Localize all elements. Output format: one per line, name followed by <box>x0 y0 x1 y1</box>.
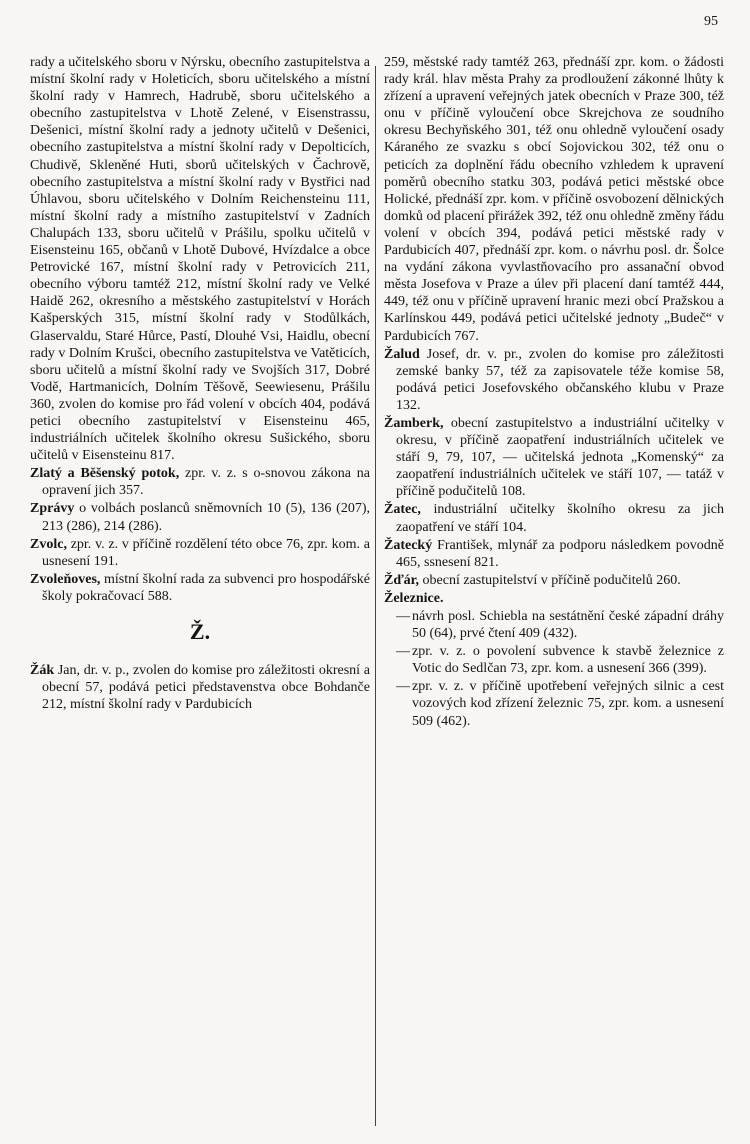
index-entry <box>384 572 724 589</box>
entry-heading: Zvolc, <box>30 536 67 552</box>
entry-heading: Zprávy <box>30 501 75 517</box>
right-column <box>384 54 724 731</box>
index-entry <box>30 536 370 570</box>
entry-heading: Žatec, <box>384 502 421 518</box>
index-entry <box>384 537 724 571</box>
entry-text: obecní zastupitelstvo a industriální učitelky v okresu, v příčině zaopatření industriálních učitelek ve stáří 9, 79, 107, — učitelská jednota „Komenský“ za zaopatření industriálních učitelek ve stáří 107, — tatáž v příčině podučitelů 108. <box>396 415 724 500</box>
entry-text: zpr. v. z. s o-snovou zákona na opravení jich 357. <box>42 466 370 499</box>
entry-text: industriální učitelky školního okresu za jich zaopatření ve stáří 104. <box>396 502 724 535</box>
sub-entry-text: zpr. v. z. o povolení subvence k stavbě železnice z Votic do Sedlčan 73, zpr. kom. a usnesení 366 (399). <box>412 644 724 677</box>
sub-entry-dash: — <box>396 644 410 660</box>
index-entry <box>384 346 724 414</box>
entry-heading: Žďár, <box>384 572 420 588</box>
entry-heading: Žamberk, <box>384 415 444 431</box>
entry-text: František, mlynář za podporu následkem povodně 465, ssnesení 821. <box>396 537 724 570</box>
entry-heading: Žatecký <box>384 537 433 553</box>
sub-entry <box>384 608 724 642</box>
entry-heading: Žalud <box>384 346 420 362</box>
sub-entry-dash: — <box>396 679 410 695</box>
left-column <box>30 54 370 714</box>
entry-text: obecní zastupitelství v příčině podučitelů 260. <box>419 572 681 588</box>
entry-heading: Zlatý a Běšenský potok, <box>30 466 180 482</box>
entry-continuation-right: 259, městské rady tamtéž 263, přednáší zpr. kom. o žádosti rady král. hlav města Prahy za prodloužení zákonné lhůty k zřízení a upravení veřejných jatek obecních v Praze 300, též onu v příčině vyloučení obce Skrejchova ze soudního okresu Bechyňského 301, též onu ohledně vyloučení osady Káraného ze svazku s obcí Sojovickou 302, též onu o peticích za doplnění řádu obecního vzhledem k upravení poměrů obecního statku 303, podává petici městské obce Holické, přednáší zpr. kom. v příčině osvobození dělnických domků od placení přirážek 392, též onu ohledně změny řádu volení v obcích 394, podává petici městské rady v Pardubicích 407, přednáší zpr. kom. o návrhu posl. dr. Šolce na vydání zákona vyvlastňovacího pro assanační obvod města Josefova v Praze a úlev při placení daní tamtéž 444, 449, též onu v příčině upravení hranic mezi obcí Pražskou a Karlínskou 449, podává petici učitelské jednoty „Budeč“ v Pardubicích 767. <box>384 55 724 344</box>
sub-entry <box>384 643 724 677</box>
index-entry <box>30 662 370 713</box>
index-entry <box>30 500 370 534</box>
index-entry <box>384 501 724 535</box>
entry-text: místní školní rada za subvenci pro hospodářské školy pokračovací 588. <box>42 571 370 604</box>
entry-continuation-left: rady a učitelského sboru v Nýrsku, obecního zastupitelstva a místní školní rady v Holeticích, sboru učitelského a místní školní rady v Hamrech, Hadrubě, sboru učitelského a obecního zastupitelstva v Lhotě Zelené, v Eisenstrassu, Dešenici, místní školní rady a jednoty učitelů v Dešenici, obecního zastupitelstva a místní školní rady v Depolticích, Chudivě, Skleněné Huti, sborů učitelských v Čachrově, obecního zastupitelstva a místní školní rady v Bystřici nad Úhlavou, sboru učitelského v Dolním Reichensteinu 111, místní školní rady a místního zastupitelství v Zadních Chalupách 133, sboru učitelů v Prášilu, spolku učitelů v Eisensteinu 165, občanů v Lhotě Dubové, Hvízdalce a obce Petrovické 167, místní školní rady v Petrovicích 211, obecního výboru tamtéž 212, místní školní rady ve Velké Haidě 262, okresního a městského zastupitelství v Horách Kašperských 315, místní školní rady v Stodůlkách, Glaservaldu, Staré Hůrce, Pastí, Dlouhé Vsi, Haidlu, obecní rady v Dolním Krušci, obecního zastupitelstva ve Vatěticích, sboru učitelů a místní školní rady ve Svojších 317, Dobré Vodě, Hartmanicích, Dolním Těšově, Seewiesenu, Prášilu 360, zvolen do komise pro řád volení v obcích 404, podává petici obecního zastupitelství v Eisensteinu 465, industriálních učitelek školního okresu Sušického, sboru učitelů v Eisensteinu 817. <box>30 55 370 464</box>
index-entry <box>384 590 724 607</box>
entry-heading: Zvoleňoves, <box>30 571 101 587</box>
sub-entry-text: zpr. v. z. v příčině upotřebení veřejných silnic a cest vozových kod zřízení železnic 75, zpr. kom. a usnesení 509 (462). <box>412 679 724 729</box>
sub-entry <box>384 678 724 729</box>
page-number: 95 <box>704 14 718 29</box>
section-letter-heading: Ž. <box>189 619 211 644</box>
entry-text: zpr. v. z. v příčině rozdělení této obce 76, zpr. kom. a usnesení 191. <box>42 536 370 569</box>
entry-heading: Železnice. <box>384 590 444 606</box>
entry-heading: Žák <box>30 663 55 679</box>
entry-text: o volbách poslanců sněmovních 10 (5), 136 (207), 213 (286), 214 (286). <box>42 501 370 534</box>
index-entry <box>30 571 370 605</box>
index-entry <box>384 415 724 500</box>
entry-text: Josef, dr. v. pr., zvolen do komise pro záležitosti zemské banky 57, též za zapisovatele téže komise 58, podává petici Josefovského občanského klubu v Praze 132. <box>396 346 724 413</box>
entry-text: Jan, dr. v. p., zvolen do komise pro záležitosti okresní a obecní 57, podává petici představenstva obce Bohdanče 212, místní školní rady v Pardubicích <box>42 663 370 713</box>
index-entry <box>30 465 370 499</box>
sub-entry-text: návrh posl. Schiebla na sestátnění české západní dráhy 50 (64), prvé čtení 409 (432). <box>412 609 724 642</box>
column-divider <box>375 66 376 1126</box>
sub-entry-dash: — <box>396 609 410 624</box>
